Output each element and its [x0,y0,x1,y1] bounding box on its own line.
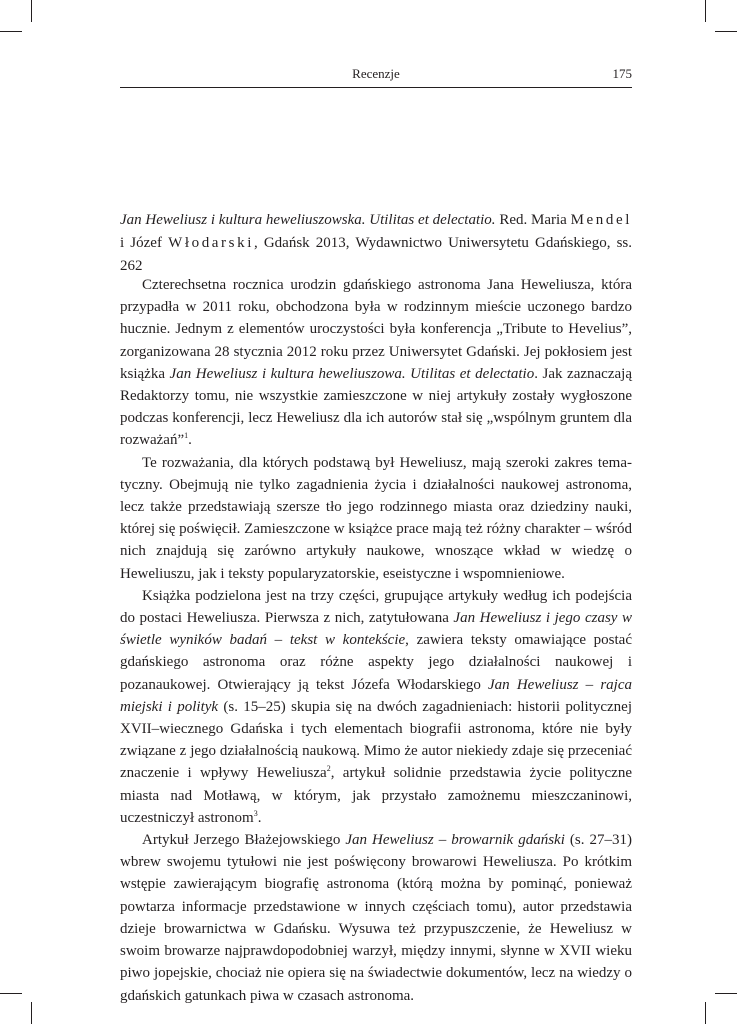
crop-mark-top-left-h [0,31,22,32]
crop-mark-bottom-left [31,1002,32,1024]
p1-book-title: Jan Heweliusz i kultura heweliuszowa. Utilitas et delectatio [169,365,535,382]
p3-article-title: Jan Heweliusz – rajca miejski i polityk [120,676,632,715]
crop-mark-top-left [31,0,32,22]
p3-text-b: , zawiera teksty omawiające postać gdańskiego astronoma oraz różne aspekty jego działalności naukowej i pozanaukowej. Otwierający ją tekst Józefa Włodarskiego [120,632,632,693]
p3-text-e: . [257,809,262,826]
crop-mark-top-right-h [715,31,737,32]
p4-article-title: Jan Heweliusz – browarnik gdański [345,832,565,849]
p3-text-c: (s. 15–25) skupia się na dwóch zagadnieniach: historii politycznej XVII–wiecznego Gdańska i tych elementach biografii astronoma, które nie były związane z jego działalnością naukową. Mimo że autor niekiedy zdaje się przeceniać znaczenie i wpływy Heweliusza [120,698,632,782]
publication-info: , Gdańsk 2013, Wydawnictwo Uniwersytetu Gdańskiego, ss. 262 [120,235,632,274]
crop-mark-bottom-left-h [0,993,22,994]
editor-label: Red. Maria [499,212,567,228]
p4-text-a: Artykuł Jerzego Błażejowskiego [142,832,346,849]
crop-mark-bottom-right-h [715,993,737,994]
bibliographic-entry [120,209,632,278]
editor2-surname: Włodarski [168,235,254,251]
crop-mark-bottom-right [705,1002,706,1024]
book-title: Jan Heweliusz i kultura heweliuszowska. Utilitas et delectatio. [120,212,496,228]
p4-text-b: (s. 27–31) wbrew swojemu tytułowi nie jest poświęcony browarowi Heweliusza. Po krótkim wstępie zawierającym biografię astronoma (którą można by pominąć, ponieważ powtarza informacje przedstawione w innych częściach tomu), autor przedstawia dzieje browarnictwa w Gdańsku. Wysuwa też przypuszczenie, że Heweliusz w swoim browarze najprawdopodobniej warzył, między innymi, słynne w XVII wieku piwo jopejskie, chociaż nie opiera się na świadectwie dokumentów, lecz na wiedzy o gdańskich gatunkach piwa w czasach astronoma. [120,832,633,1004]
p1-text-c: . [188,432,192,449]
footnote-ref-1: 1 [184,431,189,441]
header-rule [120,87,632,88]
paragraph-3 [120,585,632,829]
page-number: 175 [612,66,632,81]
section-title: Recenzje [352,66,400,81]
running-head [120,62,632,86]
review-body [120,274,632,1007]
p3-text-a: Książka podzielona jest na trzy części, grupujące artykuły według ich podejścia do postaci Heweliusza. Pierwsza z nich, zatytułowana [120,587,632,627]
crop-mark-top-right [705,0,706,22]
p3-part-title: Jan Heweliusz i jego czasy w świetle wyników badań – tekst w kontekście [120,610,632,649]
footnote-ref-2: 2 [326,764,331,774]
footnote-ref-3: 3 [253,808,258,818]
paragraph-2: Te rozważania, dla których podstawą był Heweliusz, mają szeroki zakres tematyczny. Obejmują nie tylko zagadnienia życia i działalności naukowej astronoma, lecz także przedstawiają szersze tło jego rodzinnego miasta oraz dziedziny nauki, której się poświęcił. Zamieszczone w książce prace mają też różny charakter – wśród nich znajdują się zarówno artykuły naukowe, wnoszące wkład w wiedzę o Heweliuszu, jak i teksty popularyzatorskie, eseistyczne i wspomnieniowe. [120,454,632,582]
conjunction: i Józef [120,235,162,251]
p1-text-b: . Jak zaznaczają Redaktorzy tomu, nie wszystkie zamieszczone w niej artykuły zostały wygłoszone podczas konferencji, lecz Heweliusz dla ich autorów stał się „wspólnym gruntem dla rozważań” [120,365,632,449]
p1-text-a: Czterechsetna rocznica urodzin gdańskiego astronoma Jana Heweliusza, która przypadła w 2011 roku, obchodzona była w rodzinnym mieście uczonego bardzo hucznie. Jednym z elementów uroczystości była konferencja „Tribute to Hevelius”, zorganizowana 28 stycznia 2012 roku przez Uniwersytet Gdański. Jej pokłosiem jest książka [120,277,632,382]
paragraph-4 [120,829,632,1007]
p3-text-d: , artykuł solidnie przedstawia życie polityczne miasta nad Motławą, w którym, jak przystało zamożnemu mieszczaninowi, uczestniczył astronom [120,765,632,826]
paragraph-1 [120,274,632,452]
editor1-surname: Mendel [570,212,633,228]
